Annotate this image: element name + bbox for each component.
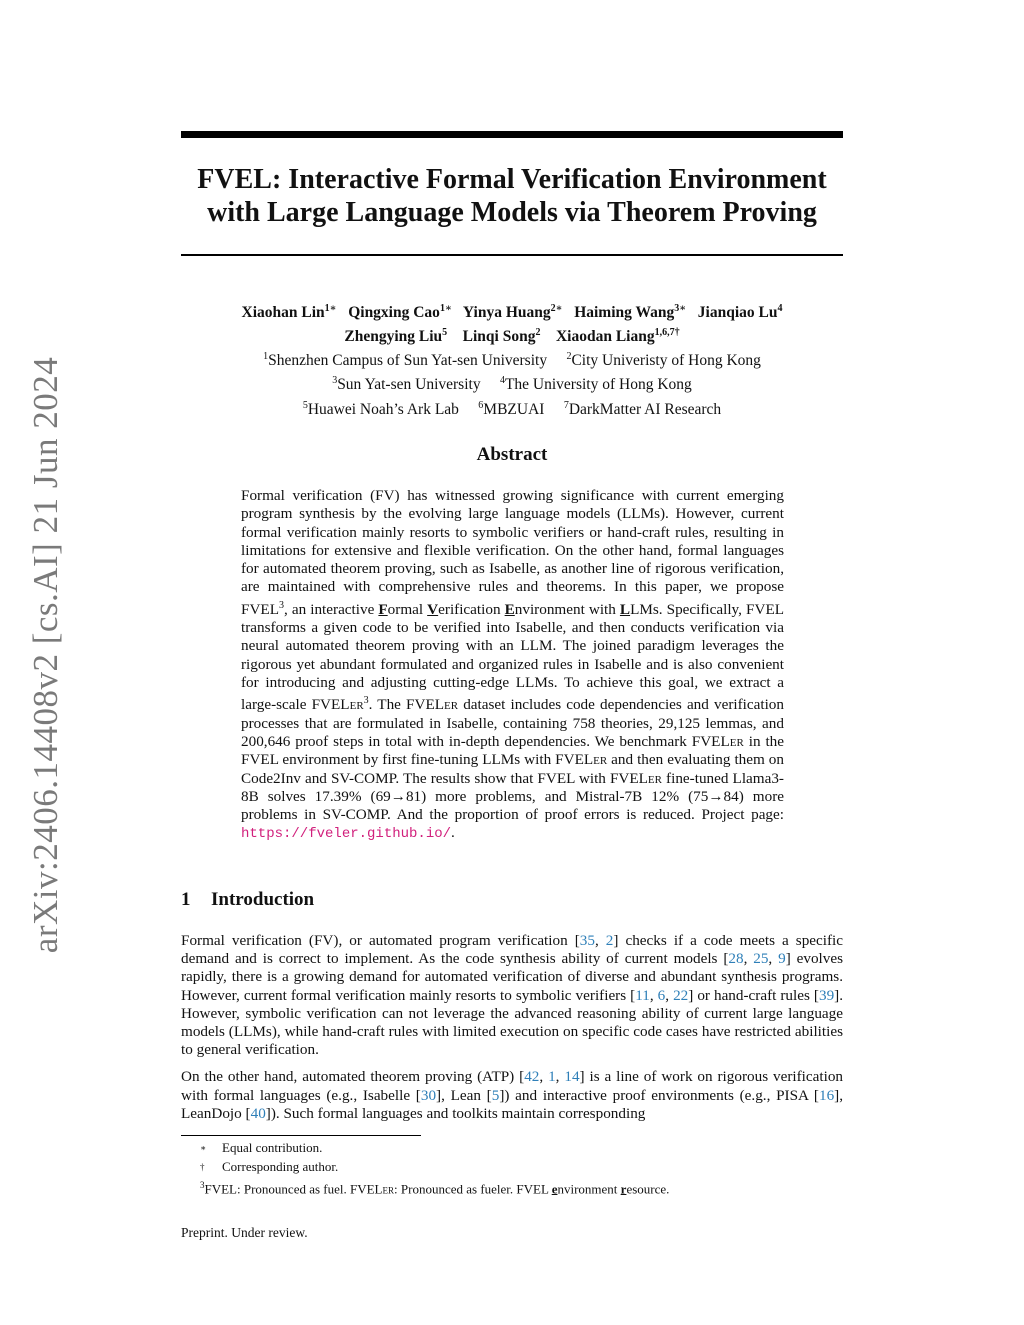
small-caps-er: er <box>729 732 744 750</box>
acronym-letter: E <box>504 600 515 618</box>
affiliation-sup: 2 <box>566 351 572 363</box>
intro-text: ]. However, symbolic verification can not leverage the advanced reasoning ability of current large language models (LLMs), while hand-craft rules with limited execution on specific code cases have restricted abilities to general verification. <box>181 986 844 1059</box>
title-line-1: FVEL: Interactive Formal Verification Environment <box>197 164 827 195</box>
author-line-1 <box>181 299 843 323</box>
affiliation-sup: 7 <box>563 399 569 411</box>
author-sup: 4 <box>777 303 783 314</box>
section-title: Introduction <box>211 889 315 910</box>
intro-text: Formal verification (FV), or automated program verification [ <box>181 932 580 949</box>
intro-text: ]). Such formal languages and toolkits maintain corresponding <box>265 1104 646 1122</box>
footnote-mark: 3 <box>200 1180 205 1190</box>
footnote-ref: 3 <box>278 599 284 611</box>
author-sup: 1∗ <box>324 303 337 314</box>
footnote-mark: ∗ <box>200 1143 207 1153</box>
intro-paragraph-1: Formal verification (FV), or automated program verification [35, 2] checks if a code meets a specific demand and is correct to implement. As the code synthesis ability of current models [28, 25, 9] evolves rapidly, there is a growing demand for automated verification of diverse and abundant synthesis programs. However, current formal verification mainly resorts to symbolic verifiers [11, 6, 22] or hand-craft rules [39]. However, symbolic verification can not leverage the advanced reasoning ability of current large language models (LLMs), while hand-craft rules with limited execution on specific code cases have restricted abilities to general verification. <box>181 932 844 1059</box>
author-sup: 1,6,7† <box>654 327 680 339</box>
affiliation-sup: 1 <box>263 351 269 363</box>
intro-text: On the other hand, automated theorem proving (ATP) [ <box>181 1068 525 1086</box>
author-sup: 2 <box>535 327 541 339</box>
citation-link[interactable]: 9 <box>778 950 786 968</box>
citation-link[interactable]: 30 <box>420 1086 437 1104</box>
footnote-text: FVEL: Pronounced as fuel. FVEL <box>204 1181 383 1197</box>
citation-link[interactable]: 22 <box>673 986 689 1004</box>
affiliation-name: Shenzhen Campus of Sun Yat-sen University <box>268 352 548 370</box>
footnote-rule <box>181 1135 421 1136</box>
arxiv-identifier-sidebar <box>26 356 66 954</box>
citation-link[interactable]: 39 <box>818 986 835 1004</box>
abstract-text: . <box>451 824 455 842</box>
affiliation-sup: 6 <box>478 399 484 411</box>
affiliation-name: Huawei Noah’s Ark Lab <box>307 400 459 418</box>
citation-link[interactable]: 2 <box>605 932 614 949</box>
footnote-ref: 3 <box>363 695 369 707</box>
affiliation-line-2 <box>181 371 843 395</box>
acronym-letter: F <box>378 600 388 618</box>
author-sup: 5 <box>442 327 448 339</box>
acronym-letter: r <box>620 1181 627 1197</box>
acronym-letter: L <box>619 600 631 618</box>
author-sup: 2∗ <box>550 303 563 314</box>
project-page-link[interactable]: https://fveler.github.io/ <box>241 826 452 843</box>
citation-link[interactable]: 14 <box>564 1068 580 1086</box>
author-sup: 1∗ <box>439 303 452 314</box>
author-name: Haiming Wang <box>574 304 675 322</box>
footnote-text: Corresponding author. <box>222 1158 339 1174</box>
intro-text: ]) and interactive proof environments (e.g., PISA [ <box>499 1086 819 1104</box>
citation-link[interactable]: 28 <box>728 950 744 968</box>
intro-text: ] is a line of work on rigorous verification with formal languages (e.g., Isabelle [ <box>181 1068 844 1104</box>
footnotes <box>200 1139 840 1199</box>
affiliation-name: The University of Hong Kong <box>504 376 692 394</box>
paper-title <box>181 163 843 229</box>
acronym-letter: V <box>427 600 439 618</box>
affiliation-line-1 <box>181 347 843 371</box>
footnote-text: esource. <box>626 1181 670 1197</box>
author-name: Xiaohan Lin <box>241 304 325 322</box>
author-name: Linqi Song <box>462 328 536 346</box>
footnote-corresponding-author <box>200 1158 840 1177</box>
abstract-heading: Abstract <box>476 444 548 465</box>
affiliation-name: MBZUAI <box>483 400 545 418</box>
abstract-text: , an interactive <box>283 600 379 618</box>
title-top-rule <box>181 131 843 138</box>
small-caps-er: er <box>444 696 459 714</box>
affiliation-name: City Univeristy of Hong Kong <box>571 352 761 370</box>
citation-link[interactable]: 6 <box>657 986 666 1004</box>
affiliation-sup: 5 <box>302 399 308 411</box>
abstract-text: and then evaluating them on Code2Inv and SV-COMP. The results show that FVEL with FVEL <box>241 751 784 787</box>
section-heading-introduction <box>181 889 843 911</box>
footnote-mark: † <box>200 1161 205 1172</box>
author-name: Qingxing Cao <box>348 304 440 322</box>
author-line-2 <box>181 323 843 347</box>
footnote-pronunciation <box>200 1176 840 1199</box>
section-number: 1 <box>181 889 191 910</box>
abstract-text: erification <box>438 600 505 618</box>
arxiv-identifier-text: arXiv:2406.14408v2 [cs.AI] 21 Jun 2024 <box>26 356 65 954</box>
author-sup: 3∗ <box>674 303 687 314</box>
small-caps-er: er <box>349 696 364 714</box>
citation-link[interactable]: 25 <box>753 950 769 968</box>
affiliation-line-3 <box>181 396 843 420</box>
intro-text: ], Lean [ <box>436 1086 492 1104</box>
author-name: Xiaodan Liang <box>555 328 655 346</box>
author-name: Yinya Huang <box>462 304 551 322</box>
abstract-text: . The FVEL <box>368 696 445 714</box>
small-caps-er: er <box>382 1181 395 1197</box>
author-name: Jianqiao Lu <box>697 304 778 322</box>
abstract-text: Formal verification (FV) has witnessed growing significance with current emerging program synthesis by the evolving large language models (LLMs). However, current formal verification mainly resorts to symbolic verifiers or hand-craft rules, resulting in limitations for extensive and flexible verification. On the other hand, formal languages for automated theorem proving, such as Isabelle, as another line of rigorous verification, are maintained with comprehensive rules and theorems. In this paper, we propose FVEL <box>241 487 784 618</box>
footnote-equal-contribution <box>200 1139 840 1158</box>
footnote-text: : Pronounced as fueler. FVEL <box>394 1181 552 1197</box>
citation-link[interactable]: 5 <box>491 1086 500 1104</box>
intro-text: ] evolves rapidly, there is a growing demand for automated verification of diverse and abundant synthesis programs. However, current formal verification mainly resorts to symbolic verifiers [ <box>181 950 844 1004</box>
abstract-text: nvironment with <box>514 600 620 618</box>
citation-link[interactable]: 35 <box>579 932 595 949</box>
affiliation-sup: 4 <box>499 375 505 387</box>
abstract-body <box>241 487 784 844</box>
introduction-body <box>181 932 843 1132</box>
small-caps-er: er <box>593 751 608 769</box>
citation-link[interactable]: 40 <box>250 1104 266 1122</box>
abstract-text: ormal <box>387 600 428 618</box>
preprint-footer: Preprint. Under review. <box>181 1225 308 1240</box>
footnote-text: Equal contribution. <box>222 1140 323 1155</box>
abstract-text: in the FVEL environment by first fine-tuning LLMs with FVEL <box>241 732 784 769</box>
abstract-text: LMs. Specifically, FVEL transforms a given code to be verified into Isabelle, and then conducts verification via neural automated theorem proving with an LLM. The joined paradigm leverages the rigorous yet abundant formulated and organized rules in Isabelle and is also convenient for introducing and adjusting cutting-edge LLMs. To achieve this goal, we extract a large-scale FVEL <box>241 600 784 714</box>
intro-text: ] or hand-craft rules [ <box>688 986 819 1004</box>
abstract-text: fine-tuned Llama3-8B solves 17.39% (69→81) more problems, and Mistral-7B 12% (75→84) more problems in SV-COMP. And the proportion of proof errors is reduced. Project page: <box>241 769 784 824</box>
footnote-text: nvironment <box>557 1181 621 1197</box>
title-line-2: with Large Language Models via Theorem Proving <box>207 197 817 228</box>
intro-text: ] checks if a code meets a specific demand and is correct to implement. As the code synthesis ability of current models [ <box>181 932 844 968</box>
affiliation-sup: 3 <box>332 375 338 387</box>
author-name: Zhengying Liu <box>344 328 443 346</box>
citation-link[interactable]: 1 <box>548 1068 556 1086</box>
intro-paragraph-2: On the other hand, automated theorem proving (ATP) [42, 1, 14] is a line of work on rigorous verification with formal languages (e.g., Isabelle [30], Lean [5]) and interactive proof environments (e.g., PISA [16], LeanDojo [40]). Such formal languages and toolkits maintain corresponding <box>181 1068 844 1122</box>
intro-text: ], LeanDojo [ <box>181 1086 844 1122</box>
small-caps-er: er <box>647 769 662 787</box>
acronym-letter: e <box>551 1181 558 1197</box>
abstract-text: dataset includes code dependencies and verification processes that are formulated in Isabelle, containing 758 theories, 29,125 lemmas, and 200,646 proof steps in total with in-depth dependencies. We benchmark FVEL <box>241 696 784 750</box>
affiliation-name: Sun Yat-sen University <box>337 376 481 394</box>
citation-link[interactable]: 11 <box>635 986 650 1004</box>
citation-link[interactable]: 42 <box>524 1068 540 1086</box>
affiliation-name: DarkMatter AI Research <box>568 400 722 418</box>
author-block <box>181 299 843 420</box>
title-bottom-rule <box>181 254 843 256</box>
citation-link[interactable]: 16 <box>818 1086 835 1104</box>
